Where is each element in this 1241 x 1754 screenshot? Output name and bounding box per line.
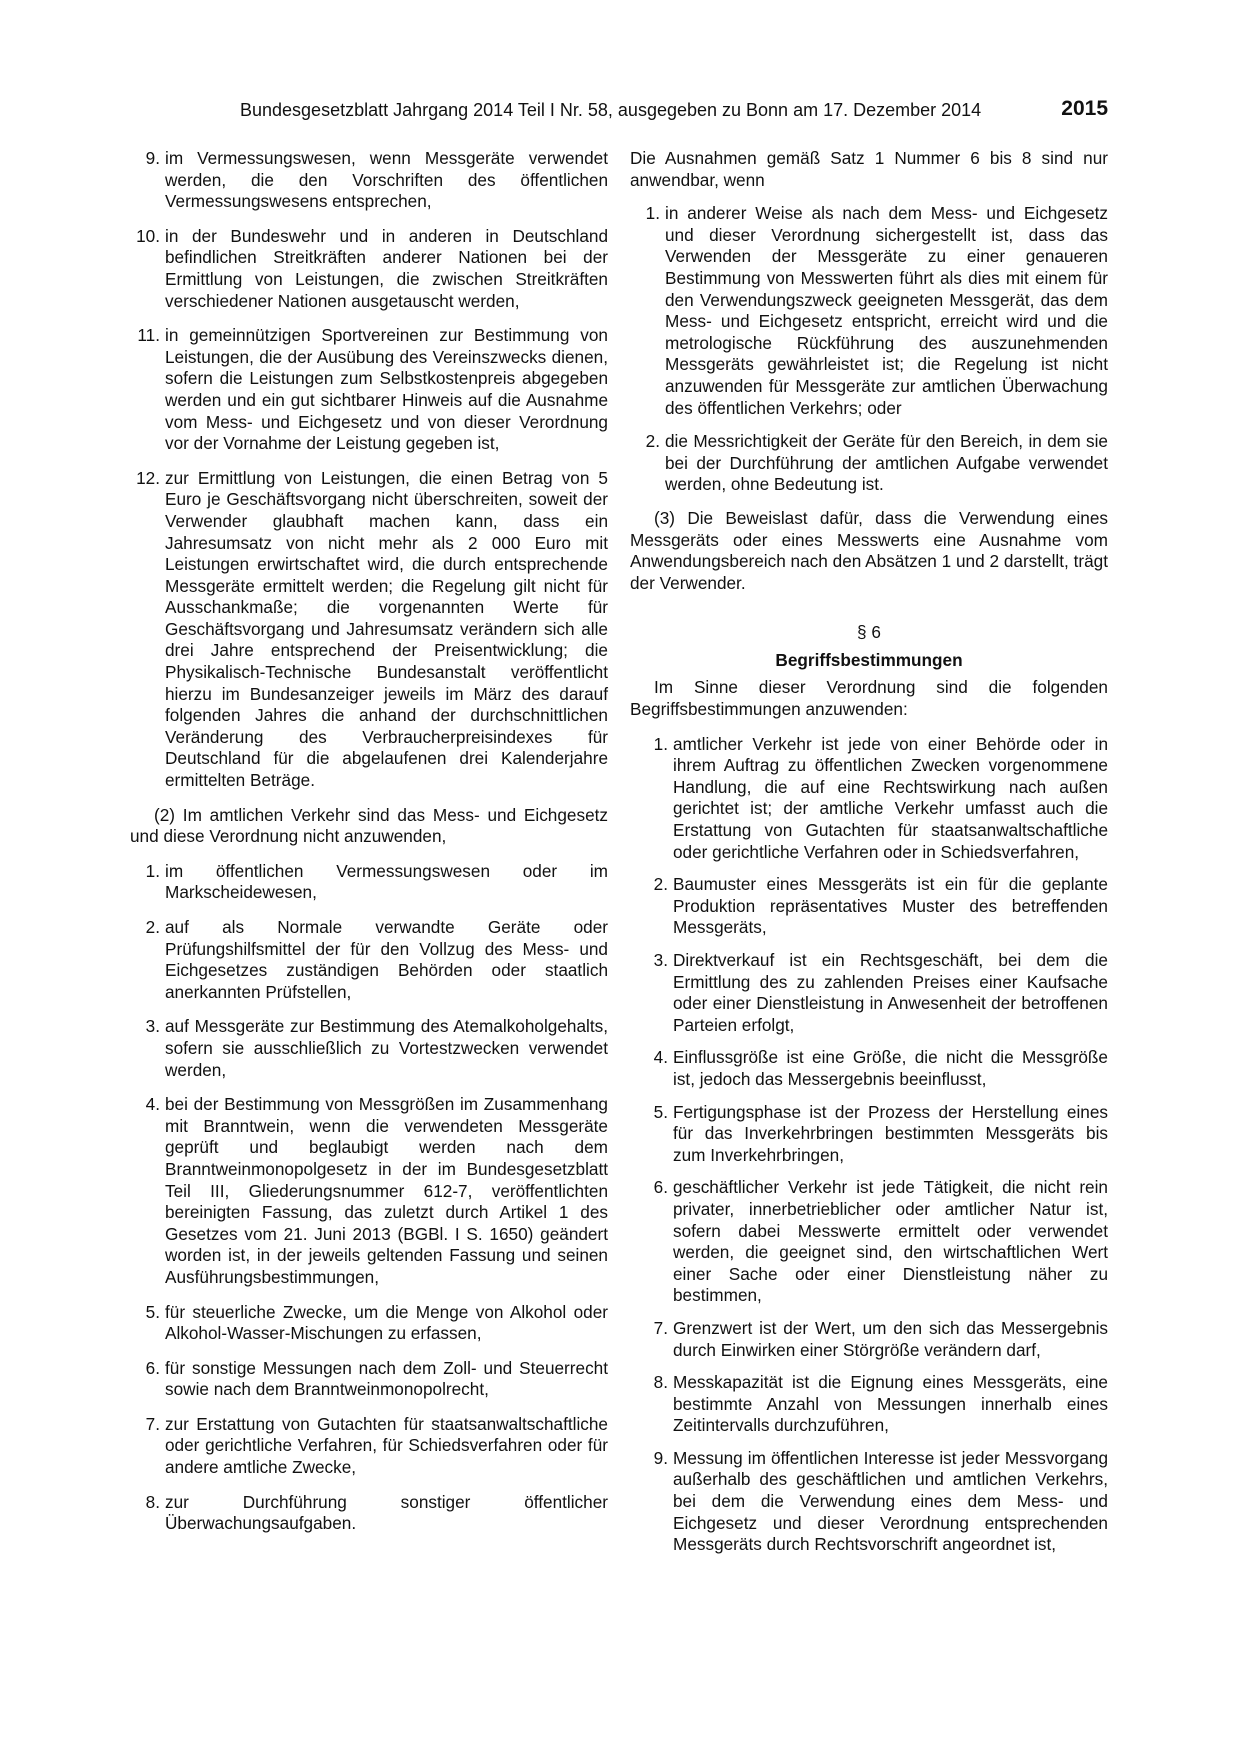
list-item: [130, 861, 608, 904]
item-number: 12.: [136, 467, 160, 488]
list-item: [130, 917, 608, 1003]
item-number: 11.: [137, 325, 160, 346]
item-text: im öffentlichen Vermessungswesen oder im Markscheidewesen,: [165, 860, 608, 903]
item-number: 5.: [145, 1301, 160, 1322]
left-column: [130, 148, 608, 1548]
item-number: 4.: [653, 1047, 668, 1068]
item-text: im Vermessungswesen, wenn Messgeräte verwendet werden, die den Vorschriften des öffentlichen Vermessungswesens entsprechen,: [165, 148, 608, 212]
item-text: in der Bundeswehr und in anderen in Deutschland befindlichen Streitkräften anderer Nationen bei der Ermittlung von Leistungen, die zwischen Streitkräften verschiedener Nationen ausgetauscht werden,: [165, 225, 608, 311]
item-number: 8.: [653, 1372, 668, 1393]
item-number: 3.: [145, 1016, 160, 1037]
item-text: bei der Bestimmung von Messgrößen im Zusammenhang mit Branntwein, wenn die verwendeten Messgeräte geprüft und beglaubigt werden nach dem Branntweinmonopolgesetz in der im Bundesgesetzblatt Teil III, Gliederungsnummer 612-7, veröffentlichten bereinigten Fassung, das zuletzt durch Artikel 1 des Gesetzes vom 21. Juni 2013 (BGBl. I S. 1650) geändert worden ist, in der jeweils geltenden Fassung und seinen Ausführungsbestimmungen,: [165, 1094, 608, 1287]
list-item: [130, 1302, 608, 1345]
item-number: 1.: [653, 733, 668, 754]
item-text: in anderer Weise als nach dem Mess- und Eichgesetz und dieser Verordnung sichergestellt ist, dass das Verwenden der Messgeräte zu einer genaueren Bestimmung von Messwerten führt als dies mit einem für den Verwendungszweck geeigneten Messgerät, das dem Mess- und Eichgesetz entspricht, erreicht wird und die metrologische Rückführung des auszunehmenden Messgeräts gewährleistet ist; die Regelung ist nicht anzuwenden für Messgeräte zur amtlichen Überwachung des öffentlichen Verkehrs; oder: [665, 203, 1108, 418]
item-text: geschäftlicher Verkehr ist jede Tätigkeit, die nicht rein privater, innerbetrieblicher oder amtlicher Natur ist, sofern dabei Messwerte ermittelt oder verwendet werden, die geeignet sind, den wirtschaftlichen Wert einer Sache oder einer Dienstleistung näher zu bestimmen,: [673, 1177, 1108, 1306]
item-number: 9.: [145, 148, 160, 168]
item-text: amtlicher Verkehr ist jede von einer Behörde oder in ihrem Auftrag zu öffentlichen Zwecken vorgenommene Handlung, die auf eine Rechtswirkung nach außen gerichtet ist; der amtliche Verkehr umfasst auch die Erstattung von Gutachten für staatsanwaltschaftliche oder gerichtliche Verfahren oder in Schiedsverfahren,: [673, 733, 1108, 862]
list-item: [130, 468, 608, 792]
item-number: 2.: [645, 431, 660, 452]
item-number: 4.: [145, 1094, 160, 1115]
section-title: Begriffsbestimmungen: [775, 649, 963, 670]
list-item: [638, 874, 1108, 939]
item-text: Fertigungsphase ist der Prozess der Herstellung eines für das Inverkehrbringen bestimmten Messgeräts bis zum Inverkehrbringen,: [673, 1101, 1108, 1165]
item-text: in gemeinnützigen Sportvereinen zur Bestimmung von Leistungen, die der Ausübung des Vereinszwecks dienen, sofern die Leistungen zum Selbstkostenpreis abgegeben werden und ein gut sichtbarer Hinweis auf die Ausnahme vom Mess- und Eichgesetz und von dieser Verordnung vor der Vornahme der Leistung gegeben ist,: [165, 325, 608, 454]
list-item: [638, 1102, 1108, 1167]
list-item: [130, 148, 608, 213]
list-item: [130, 1016, 608, 1081]
item-text: Messkapazität ist die Eignung eines Messgeräts, eine bestimmte Anzahl von Messungen innerhalb eines Zeitintervalls durchzuführen,: [673, 1372, 1108, 1436]
list-item: [130, 226, 608, 312]
list-item: [638, 1318, 1108, 1361]
item-number: 10.: [136, 225, 160, 246]
list-definitions: [630, 734, 1108, 1556]
item-number: 9.: [653, 1447, 668, 1468]
list-numbered-b: [130, 861, 608, 1535]
item-text: auf als Normale verwandte Geräte oder Prüfungshilfsmittel der für den Vollzug des Mess- und Eichgesetzes zuständigen Behörden oder staatlich anerkannten Prüfstellen,: [165, 917, 608, 1002]
list-item: [638, 1372, 1108, 1437]
item-number: 1.: [145, 860, 160, 881]
item-text: auf Messgeräte zur Bestimmung des Atemalkoholgehalts, sofern sie ausschließlich zu Vortestzwecken verwendet werden,: [165, 1016, 608, 1080]
item-number: 6.: [145, 1357, 160, 1378]
list-item: [130, 1094, 608, 1288]
item-text: zur Ermittlung von Leistungen, die einen Betrag von 5 Euro je Geschäftsvorgang nicht überschreiten, soweit der Verwender glaubhaft machen kann, dass ein Jahresumsatz von nicht mehr als 2 000 Euro mit Leistungen erwirtschaftet wird, die durch entsprechende Messgeräte ermittelt werden; die Regelung gilt nicht für Ausschankmaße; die vorgenannten Werte für Geschäftsvorgang und Jahresumsatz verändern sich alle drei Jahre entsprechend der Preisentwicklung; die Physikalisch-Technische Bundesanstalt veröffentlicht hierzu im Bundesanzeiger jeweils im März des darauf folgenden Jahres die anhand der durchschnittlichen Veränderung des Verbraucherpreisindexes für Deutschland für die abgelaufenen drei Kalenderjahre ermittelten Beträge.: [165, 467, 608, 791]
item-text: für steuerliche Zwecke, um die Menge von Alkohol oder Alkohol-Wasser-Mischungen zu erfassen,: [165, 1301, 608, 1344]
page-header: [130, 97, 1108, 130]
section-intro: Im Sinne dieser Verordnung sind die folgenden Begriffsbestimmungen anzuwenden:: [630, 677, 1108, 720]
header-text: Bundesgesetzblatt Jahrgang 2014 Teil I Nr. 58, ausgegeben zu Bonn am 17. Dezember 2014: [240, 100, 982, 120]
exceptions-intro: Die Ausnahmen gemäß Satz 1 Nummer 6 bis 8 sind nur anwendbar, wenn: [630, 148, 1108, 190]
item-text: für sonstige Messungen nach dem Zoll- und Steuerrecht sowie nach dem Branntweinmonopolrecht,: [165, 1357, 608, 1400]
item-text: zur Durchführung sonstiger öffentlicher Überwachungsaufgaben.: [165, 1491, 608, 1534]
item-number: 7.: [653, 1317, 668, 1338]
list-conditions: [630, 203, 1108, 496]
item-text: Direktverkauf ist ein Rechtsgeschäft, bei dem die Ermittlung des zu zahlenden Preises einer Kaufsache oder einer Dienstleistung in Anwesenheit der betroffenen Parteien erfolgt,: [673, 950, 1108, 1035]
list-item: [130, 325, 608, 455]
list-item: [638, 1448, 1108, 1556]
item-text: Einflussgröße ist eine Größe, die nicht die Messgröße ist, jedoch das Messergebnis beeinflusst,: [673, 1047, 1108, 1089]
item-text: Baumuster eines Messgeräts ist ein für die geplante Produktion repräsentatives Muster des betreffenden Messgeräts,: [673, 874, 1108, 938]
item-text: Messung im öffentlichen Interesse ist jeder Messvorgang außerhalb des geschäftlichen und amtlichen Verkehrs, bei dem die Verwendung eines dem Mess- und Eichgesetz und dieser Verordnung entsprechenden Messgeräts durch Rechtsvorschrift angeordnet ist,: [673, 1447, 1108, 1555]
item-number: 5.: [653, 1101, 668, 1122]
list-numbered-a: [130, 148, 608, 792]
item-number: 2.: [145, 917, 160, 937]
item-text: zur Erstattung von Gutachten für staatsanwaltschaftliche oder gerichtliche Verfahren, für Schiedsverfahren oder für andere amtliche Zwecke,: [165, 1413, 608, 1478]
item-text: die Messrichtigkeit der Geräte für den Bereich, in dem sie bei der Durchführung der amtlichen Aufgabe verwendet werden, ohne Bedeutung ist.: [665, 431, 1108, 495]
list-item: [130, 1492, 608, 1535]
item-number: 3.: [653, 950, 668, 970]
item-number: 7.: [145, 1413, 160, 1434]
item-number: 1.: [645, 203, 660, 224]
page-number: 2015: [1061, 97, 1108, 120]
list-item: [630, 431, 1108, 496]
list-item: [130, 1414, 608, 1479]
list-item: [638, 1047, 1108, 1090]
right-column: [630, 148, 1108, 1567]
list-item: [638, 950, 1108, 1036]
paragraph-2: (2) Im amtlichen Verkehr sind das Mess- und Eichgesetz und diese Verordnung nicht anzuwenden,: [130, 804, 608, 847]
list-item: [638, 734, 1108, 864]
section-number: § 6: [857, 622, 881, 643]
list-item: [630, 203, 1108, 419]
item-number: 2.: [653, 874, 668, 895]
item-number: 8.: [145, 1491, 160, 1512]
item-text: Grenzwert ist der Wert, um den sich das Messergebnis durch Einwirken einer Störgröße verändern darf,: [673, 1317, 1108, 1360]
item-number: 6.: [653, 1177, 668, 1198]
list-item: [130, 1358, 608, 1401]
paragraph-3: (3) Die Beweislast dafür, dass die Verwendung eines Messgeräts oder eines Messwerts eine Ausnahme vom Anwendungsbereich nach den Absätzen 1 und 2 darstellt, trägt der Verwender.: [630, 507, 1108, 593]
list-item: [638, 1177, 1108, 1307]
